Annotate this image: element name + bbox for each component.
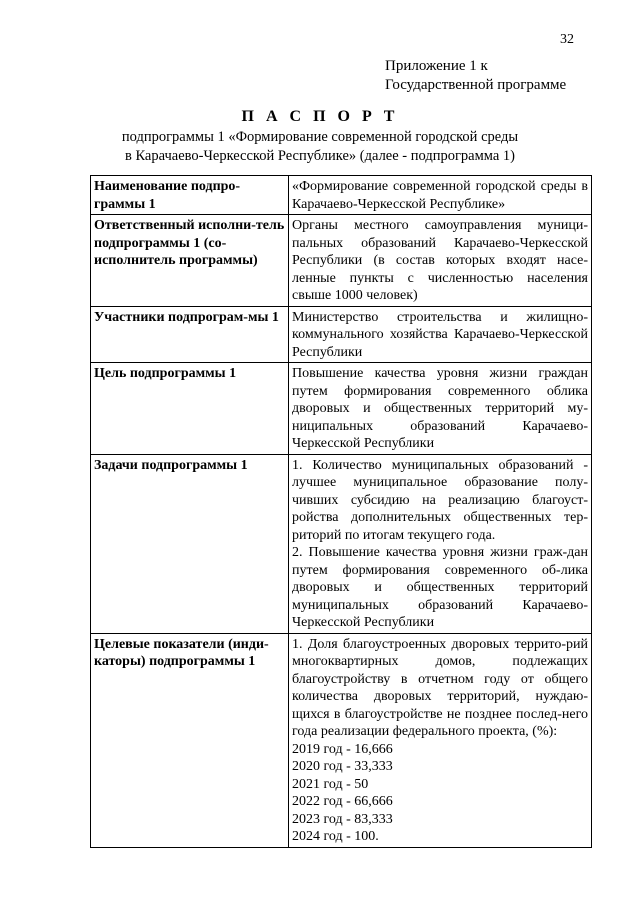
appendix-line-2: Государственной программе [385, 77, 567, 93]
task-paragraph: 2. Повышение качества уровня жизни граж-дан путем формирования современного об-лика дворовых и общественных территорий муниципальных образований Карачаево-Черкесской Республики [292, 545, 588, 630]
row-label: Ответственный исполни-тель подпрограммы 1 (со-исполнитель программы) [91, 215, 289, 307]
appendix-line-1: Приложение 1 к [385, 58, 488, 74]
indicator-year-value: 2020 год - 33,333 [292, 759, 393, 774]
passport-table [90, 175, 592, 848]
indicator-description: 1. Доля благоустроенных дворовых террито-рий многоквартирных домов, подлежащих благоустройству в отчетном году от общего количества дворовых территорий, нуждаю-щихся в благоустройстве не позднее послед-него года реализации федерального проекта, (%): [292, 636, 588, 739]
table-row-goal [91, 363, 592, 455]
indicator-year-value: 2022 год - 66,666 [292, 794, 393, 809]
indicator-year-value: 2024 год - 100. [292, 829, 379, 844]
row-value: «Формирование современной городской среды в Карачаево-Черкесской Республике» [289, 176, 592, 215]
row-label: Участники подпрограм-мы 1 [91, 306, 289, 363]
row-label: Задачи подпрограммы 1 [91, 454, 289, 633]
table-row-executor [91, 215, 592, 307]
row-value: Повышение качества уровня жизни граждан путем формирования современного облика дворовых и общественных территорий му-ниципальных образований Карачаево-Черкесской Республики [289, 363, 592, 455]
appendix-note [385, 57, 566, 95]
table-row-name [91, 176, 592, 215]
table-row-participants [91, 306, 592, 363]
subtitle-line-2: в Карачаево-Черкесской Республике» (далее - подпрограмма 1) [124, 148, 516, 164]
indicator-year-value: 2019 год - 16,666 [292, 741, 393, 757]
row-value: Органы местного самоуправления муници-пальных образований Карачаево-Черкесской Республики (в состав которых входят насе-ленные пункты с численностью населения свыше 1000 человек) [289, 215, 592, 307]
row-value: Министерство строительства и жилищно-коммунального хозяйства Карачаево-Черкесской Республики [289, 306, 592, 363]
indicator-year-value: 2023 год - 83,333 [292, 811, 393, 827]
document-title: П А С П О Р Т [241, 108, 399, 125]
indicator-year-value: 2021 год - 50 [292, 776, 369, 792]
row-label: Целевые показатели (инди-каторы) подпрограммы 1 [91, 633, 289, 847]
task-paragraph: 1. Количество муниципальных образований - лучшее муниципальное образование полу-чивших субсидию на реализацию благоуст-ройства дополнительных общественных тер-риторий по итогам текущего года. [292, 457, 588, 543]
row-value [289, 633, 592, 847]
row-label: Наименование подпро-граммы 1 [91, 176, 289, 215]
page-number: 32 [560, 32, 574, 47]
table-row-tasks [91, 454, 592, 633]
document-subtitle [0, 128, 640, 166]
row-label: Цель подпрограммы 1 [91, 363, 289, 455]
table-row-indicators [91, 633, 592, 847]
subtitle-line-1: подпрограммы 1 «Формирование современной городской среды [121, 129, 519, 145]
row-value [289, 454, 592, 633]
